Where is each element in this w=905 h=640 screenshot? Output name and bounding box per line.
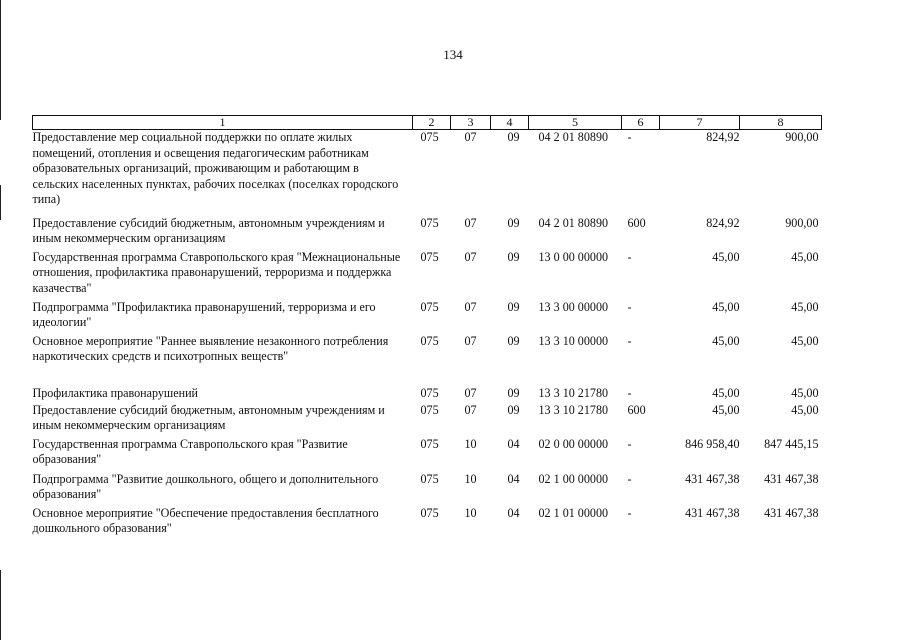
section-code: 07 — [464, 215, 477, 230]
subsection-code: 09 — [507, 215, 520, 230]
expense-type-code: - — [627, 471, 632, 486]
column-header-5: 5 — [529, 116, 622, 130]
row-description: Основное мероприятие "Раннее выявление незаконного потребления наркотических средств и психотропных веществ" — [32, 333, 389, 364]
table-row — [33, 506, 822, 540]
row-description: Подпрограмма "Профилактика правонарушений, терроризма и его идеологии" — [32, 299, 376, 330]
row-description: Государственная программа Ставропольского края "Межнациональные отношения, профилактика правонарушений, терроризма и поддержка казачества" — [32, 249, 401, 295]
section-code: 07 — [464, 402, 477, 417]
amount-col8: 45,00 — [791, 402, 819, 417]
expense-type-code: - — [627, 385, 632, 400]
amount-col8: 900,00 — [785, 130, 819, 144]
subsection-code: 04 — [507, 436, 520, 451]
expense-type-code: - — [627, 333, 632, 348]
target-article-code: 04 2 01 80890 — [538, 215, 609, 230]
expense-type-code: - — [627, 130, 632, 144]
ministry-code: 075 — [420, 436, 439, 451]
row-description: Основное мероприятие "Обеспечение предоставления бесплатного дошкольного образования" — [32, 505, 379, 536]
scan-edge-line-top — [0, 0, 1, 120]
amount-col7: 45,00 — [712, 249, 740, 264]
subsection-code: 09 — [507, 249, 520, 264]
amount-col8: 45,00 — [791, 385, 819, 400]
ministry-code: 075 — [420, 471, 439, 486]
header-row — [33, 116, 822, 130]
amount-col7: 824,92 — [706, 215, 740, 230]
table-row — [33, 216, 822, 250]
column-header-4: 4 — [491, 116, 529, 130]
target-article-code: 13 3 00 00000 — [538, 299, 609, 314]
target-article-code: 13 3 10 21780 — [538, 402, 609, 417]
target-article-code: 02 1 01 00000 — [538, 505, 609, 520]
column-header-8: 8 — [740, 116, 822, 130]
scan-edge-line-middle — [0, 185, 1, 220]
expense-type-code: - — [627, 436, 632, 451]
column-header-7: 7 — [660, 116, 740, 130]
amount-col8: 431 467,38 — [764, 505, 819, 520]
expense-type-code: - — [627, 249, 632, 264]
column-header-6: 6 — [622, 116, 660, 130]
section-code: 07 — [464, 130, 477, 144]
amount-col8: 45,00 — [791, 249, 819, 264]
column-header-3: 3 — [451, 116, 491, 130]
ministry-code: 075 — [420, 333, 439, 348]
amount-col8: 45,00 — [791, 333, 819, 348]
table-row — [33, 437, 822, 472]
column-header-1: 1 — [33, 116, 413, 130]
amount-col7: 846 958,40 — [685, 436, 740, 451]
ministry-code: 075 — [420, 505, 439, 520]
expense-type-code: - — [627, 505, 632, 520]
budget-table — [32, 115, 822, 540]
table-row — [33, 386, 822, 403]
amount-col7: 431 467,38 — [685, 505, 740, 520]
target-article-code: 13 0 00 00000 — [538, 249, 609, 264]
section-code: 07 — [464, 385, 477, 400]
section-code: 10 — [464, 436, 477, 451]
table-row — [33, 130, 822, 216]
subsection-code: 09 — [507, 130, 520, 144]
section-code: 10 — [464, 471, 477, 486]
amount-col8: 847 445,15 — [764, 436, 819, 451]
target-article-code: 02 0 00 00000 — [538, 436, 609, 451]
subsection-code: 09 — [507, 333, 520, 348]
amount-col8: 900,00 — [785, 215, 819, 230]
target-article-code: 04 2 01 80890 — [538, 130, 609, 144]
amount-col8: 431 467,38 — [764, 471, 819, 486]
column-header-2: 2 — [413, 116, 451, 130]
section-code: 07 — [464, 333, 477, 348]
target-article-code: 02 1 00 00000 — [538, 471, 609, 486]
target-article-code: 13 3 10 21780 — [538, 385, 609, 400]
row-description: Предоставление мер социальной поддержки по оплате жилых помещений, отопления и освещения педагогическим работникам образовательных организаций, проживающим и работающим в сельских населенных пунктах, рабочих поселках (поселках городского типа) — [32, 130, 399, 207]
ministry-code: 075 — [420, 299, 439, 314]
page-number: 134 — [443, 47, 463, 62]
expense-type-code: 600 — [627, 402, 646, 417]
subsection-code: 09 — [507, 299, 520, 314]
section-code: 07 — [464, 249, 477, 264]
scan-edge-line-bottom — [0, 570, 1, 640]
ministry-code: 075 — [420, 385, 439, 400]
subsection-code: 04 — [507, 505, 520, 520]
section-code: 07 — [464, 299, 477, 314]
amount-col7: 45,00 — [712, 333, 740, 348]
amount-col7: 824,92 — [706, 130, 740, 144]
table-row — [33, 300, 822, 334]
subsection-code: 09 — [507, 385, 520, 400]
section-code: 10 — [464, 505, 477, 520]
ministry-code: 075 — [420, 402, 439, 417]
ministry-code: 075 — [420, 215, 439, 230]
ministry-code: 075 — [420, 249, 439, 264]
subsection-code: 09 — [507, 402, 520, 417]
table-row — [33, 250, 822, 300]
table-row — [33, 403, 822, 437]
amount-col7: 45,00 — [712, 299, 740, 314]
row-description: Государственная программа Ставропольского края "Развитие образования" — [32, 436, 348, 467]
table-row — [33, 334, 822, 386]
amount-col7: 431 467,38 — [685, 471, 740, 486]
table-row — [33, 472, 822, 506]
amount-col7: 45,00 — [712, 385, 740, 400]
row-description: Профилактика правонарушений — [32, 385, 199, 400]
subsection-code: 04 — [507, 471, 520, 486]
expense-type-code: - — [627, 299, 632, 314]
expense-type-code: 600 — [627, 215, 646, 230]
amount-col7: 45,00 — [712, 402, 740, 417]
row-description: Предоставление субсидий бюджетным, автономным учреждениям и иным некоммерческим организациям — [32, 215, 385, 246]
ministry-code: 075 — [420, 130, 439, 144]
row-description: Предоставление субсидий бюджетным, автономным учреждениям и иным некоммерческим организациям — [32, 402, 385, 433]
target-article-code: 13 3 10 00000 — [538, 333, 609, 348]
row-description: Подпрограмма "Развитие дошкольного, общего и дополнительного образования" — [32, 471, 379, 502]
amount-col8: 45,00 — [791, 299, 819, 314]
